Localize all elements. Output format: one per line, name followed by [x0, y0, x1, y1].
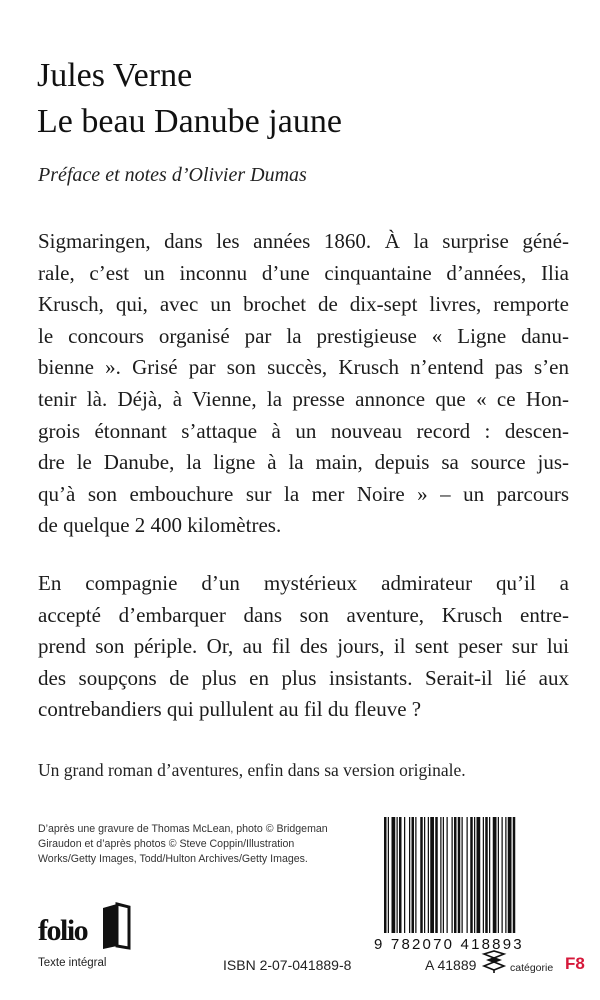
blurb-line: de quelque 2 400 kilomètres. — [38, 513, 282, 538]
folio-book-icon — [101, 902, 131, 950]
credit-line: Works/Getty Images, Todd/Hulton Archives/Getty Images. — [38, 853, 308, 865]
tagline: Un grand roman d’aventures, enfin dans sa version originale. — [38, 760, 466, 780]
blurb-line: Krusch, qui, avec un brochet de dix-sept livres, remporte — [38, 292, 569, 317]
book-title: Le beau Danube jaune — [37, 103, 342, 140]
blurb-line: qu’à son embouchure sur la mer Noire » – un parcours — [38, 481, 569, 506]
blurb-line: prend son périple. Or, au fil des jours, il sent peser sur lui — [38, 634, 569, 659]
credit-line: D’après une gravure de Thomas McLean, photo © Bridgeman — [38, 823, 328, 835]
isbn: ISBN 2-07-041889-8 — [223, 957, 352, 973]
blurb-line: accepté d’embarquer dans son aventure, Krusch entre- — [38, 602, 569, 627]
publisher-emblem-icon — [481, 950, 507, 974]
blurb-line: En compagnie d’un mystérieux admirateur qu’il a — [38, 571, 569, 595]
blurb-paragraph-2 — [38, 568, 569, 726]
barcode-icon — [384, 817, 570, 933]
category-code: F8 — [565, 954, 585, 973]
category-label: catégorie — [510, 962, 554, 974]
blurb-line: dre le Danube, la ligne à la main, depuis sa source jus- — [38, 450, 569, 475]
blurb-line: Sigmaringen, dans les années 1860. À la surprise géné- — [38, 229, 569, 253]
blurb-line: bienne ». Grisé par son succès, Krusch n’entend pas s’en — [38, 355, 569, 380]
blurb-paragraph-1 — [38, 226, 569, 542]
preface-credit: Préface et notes d’Olivier Dumas — [38, 164, 307, 186]
blurb-line: tenir là. Déjà, à Vienne, la presse annonce que « ce Hon- — [38, 386, 569, 411]
full-text-label: Texte intégral — [38, 957, 107, 969]
product-code: A 41889 — [425, 957, 477, 973]
blurb-line: contrebandiers qui pullulent au fil du fleuve ? — [38, 697, 422, 722]
folio-wordmark: folio — [38, 914, 88, 947]
credit-line: Giraudon et d’après photos © Steve Coppin/Illustration — [38, 838, 295, 850]
blurb-line: rale, c’est un inconnu d’une cinquantaine d’années, Ilia — [38, 260, 569, 285]
blurb-line: le concours organisé par la prestigieuse « Ligne danu- — [38, 323, 569, 348]
barcode-digits: 9 782070 418893 — [374, 936, 524, 953]
blurb-line: des soupçons de plus en plus insistants. Serait-il lié aux — [38, 665, 569, 690]
image-credits — [38, 822, 328, 867]
folio-logo — [38, 902, 133, 952]
author-name: Jules Verne — [37, 57, 193, 94]
blurb-line: grois étonnant s’attaque à un nouveau record : descen- — [38, 418, 569, 443]
